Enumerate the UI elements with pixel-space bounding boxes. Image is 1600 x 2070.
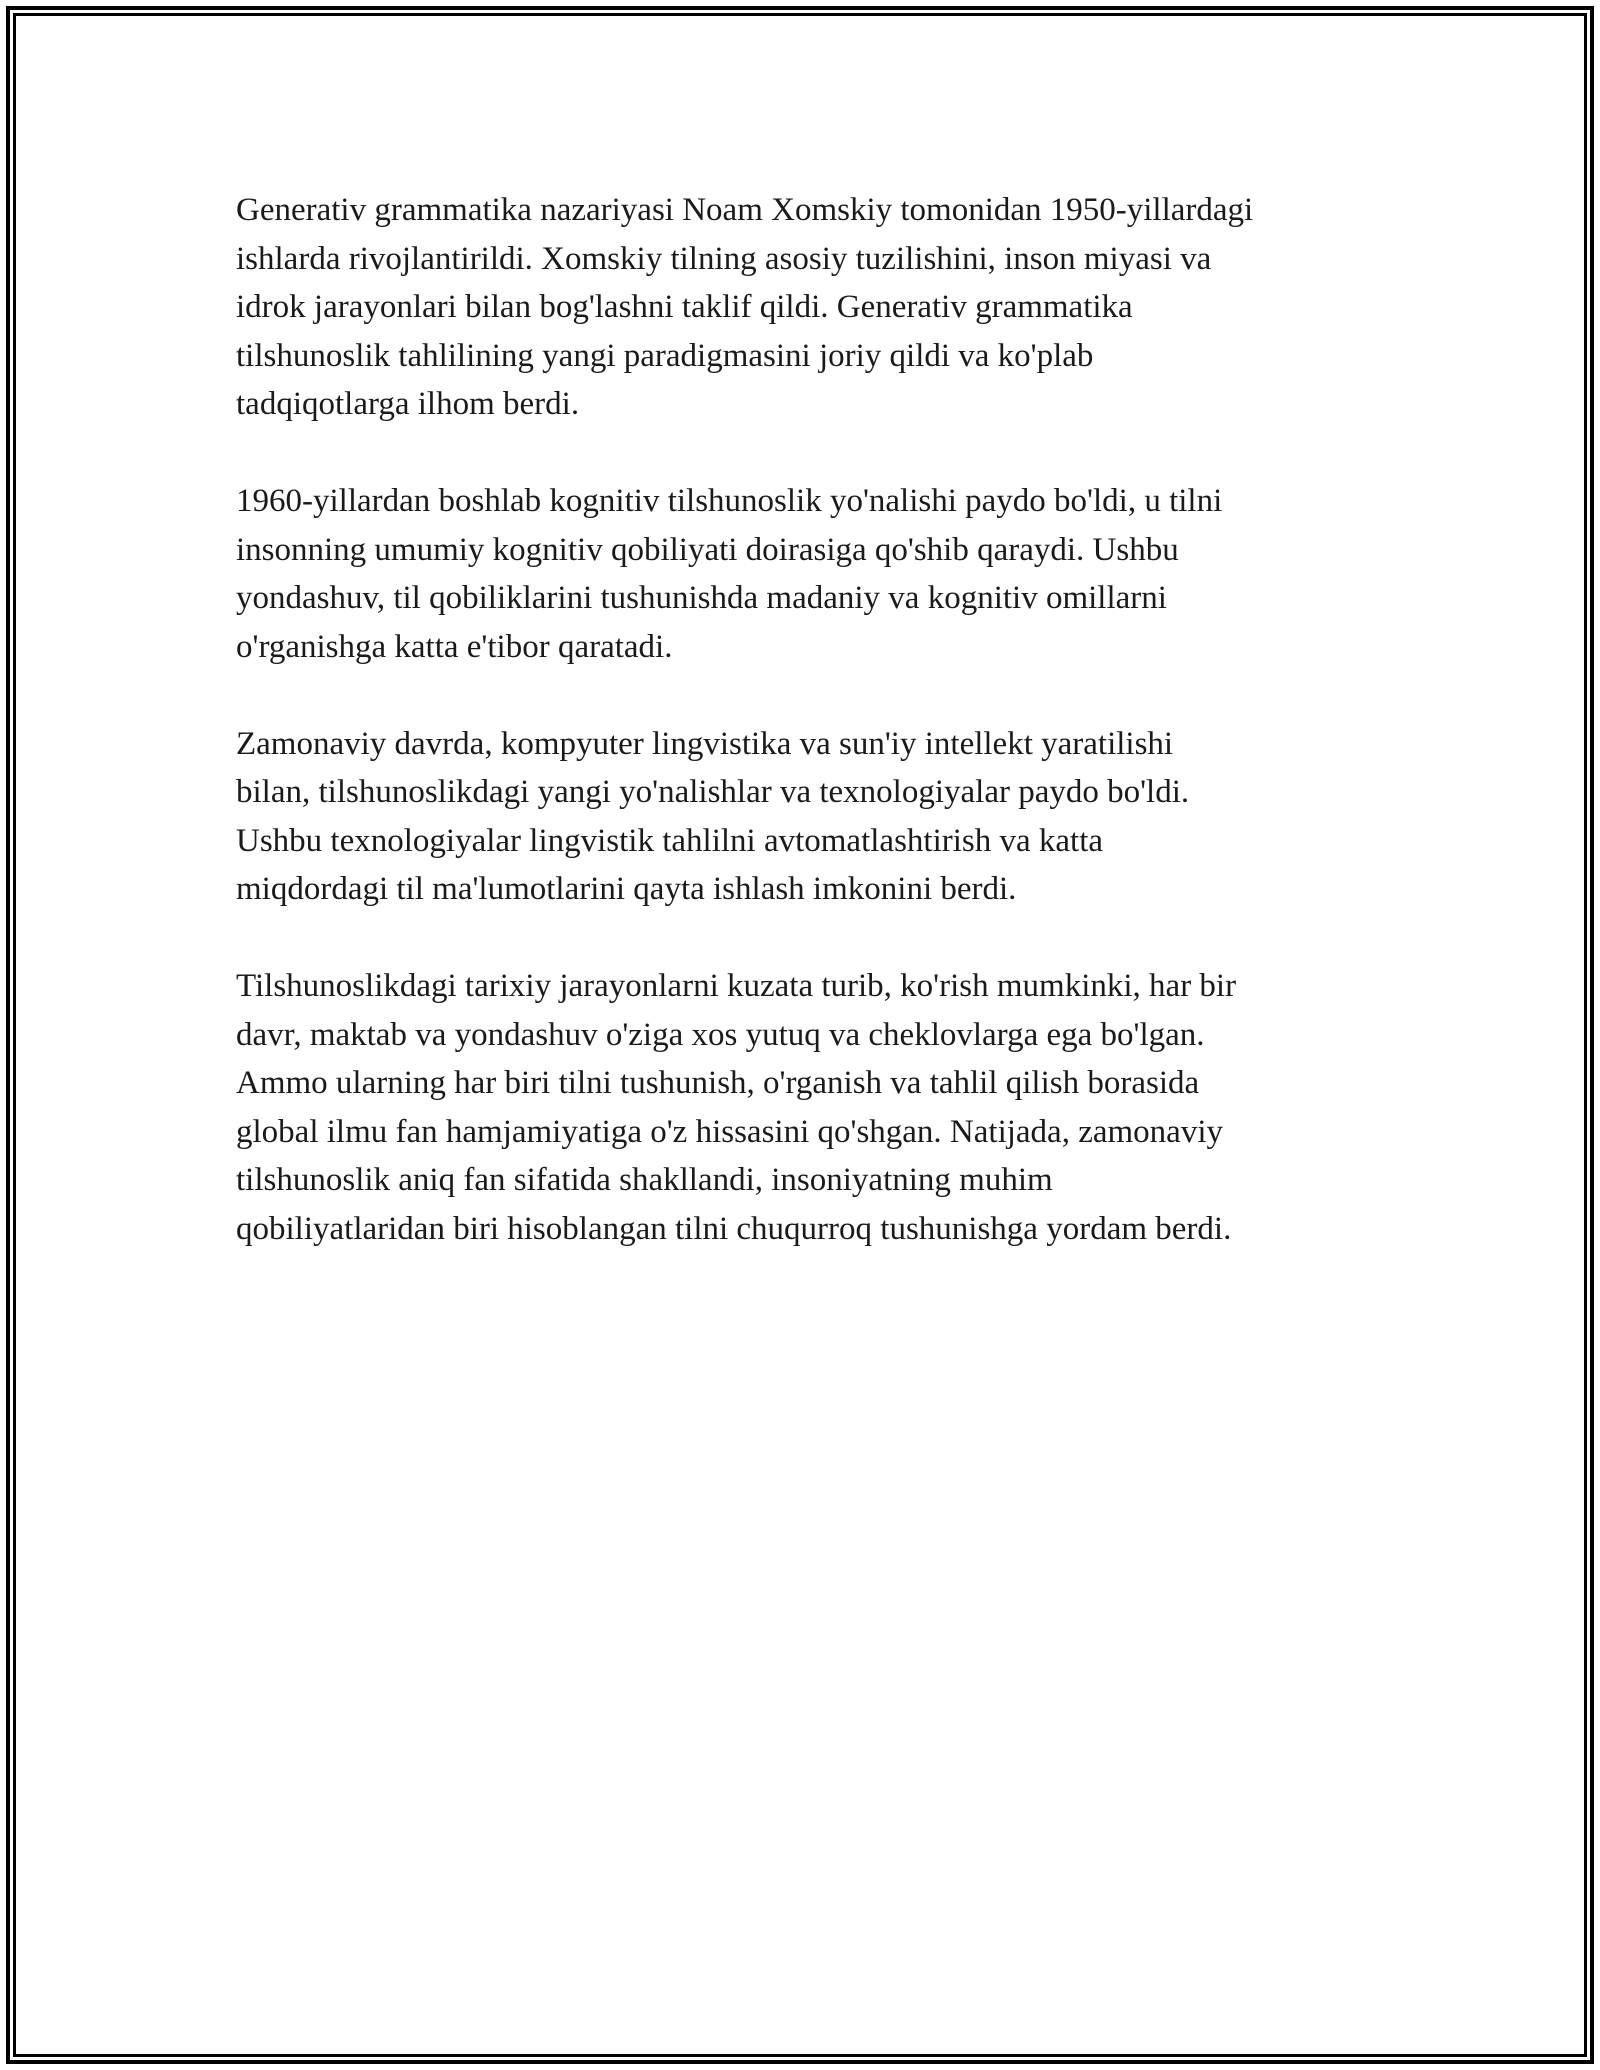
paragraph-line: tilshunoslik aniq fan sifatida shakllandi, insoniyatning muhim bbox=[236, 1162, 1053, 1198]
paragraph-line: tilshunoslik tahlilining yangi paradigmasini joriy qildi va ko'plab bbox=[236, 337, 1094, 374]
paragraph-line: Ushbu texnologiyalar lingvistik tahlilni avtomatlashtirish va katta bbox=[236, 822, 1104, 859]
paragraph-2 bbox=[236, 477, 1386, 671]
paragraph-line: Generativ grammatika nazariyasi Noam Xomskiy tomonidan 1950-yillardagi bbox=[236, 192, 1254, 228]
paragraph-4 bbox=[236, 962, 1386, 1253]
paragraph-1 bbox=[236, 186, 1386, 429]
paragraph-line: miqdordagi til ma'lumotlarini qayta ishlash imkonini berdi. bbox=[236, 871, 1017, 907]
paragraph-line: tadqiqotlarga ilhom berdi. bbox=[236, 386, 580, 422]
paragraph-line: idrok jarayonlari bilan bog'lashni taklif qildi. Generativ grammatika bbox=[236, 289, 1133, 325]
paragraph-line: 1960-yillardan boshlab kognitiv tilshunoslik yo'nalishi paydo bo'ldi, u tilni bbox=[236, 483, 1223, 519]
paragraph-line: o'rganishga katta e'tibor qaratadi. bbox=[236, 628, 673, 665]
paragraph-line: Zamonaviy davrda, kompyuter lingvistika va sun'iy intellekt yaratilishi bbox=[236, 725, 1174, 762]
paragraph-line: global ilmu fan hamjamiyatiga o'z hissasini qo'shgan. Natijada, zamonaviy bbox=[236, 1113, 1223, 1150]
paragraph-3 bbox=[236, 720, 1386, 914]
paragraph-line: yondashuv, til qobiliklarini tushunishda madaniy va kognitiv omillarni bbox=[236, 580, 1167, 616]
paragraph-line: Ammo ularning har biri tilni tushunish, o'rganish va tahlil qilish borasida bbox=[236, 1065, 1200, 1101]
paragraph-line: qobiliyatlaridan biri hisoblangan tilni chuqurroq tushunishga yordam berdi. bbox=[236, 1210, 1232, 1247]
document-body bbox=[236, 186, 1386, 1253]
paragraph-line: bilan, tilshunoslikdagi yangi yo'nalishlar va texnologiyalar paydo bo'ldi. bbox=[236, 774, 1190, 810]
paragraph-line: insonning umumiy kognitiv qobiliyati doirasiga qo'shib qaraydi. Ushbu bbox=[236, 531, 1179, 568]
paragraph-line: ishlarda rivojlantirildi. Xomskiy tilning asosiy tuzilishini, inson miyasi va bbox=[236, 240, 1212, 277]
paragraph-line: davr, maktab va yondashuv o'ziga xos yutuq va cheklovlarga ega bo'lgan. bbox=[236, 1016, 1205, 1053]
paragraph-line: Tilshunoslikdagi tarixiy jarayonlarni kuzata turib, ko'rish mumkinki, har bir bbox=[236, 968, 1237, 1004]
